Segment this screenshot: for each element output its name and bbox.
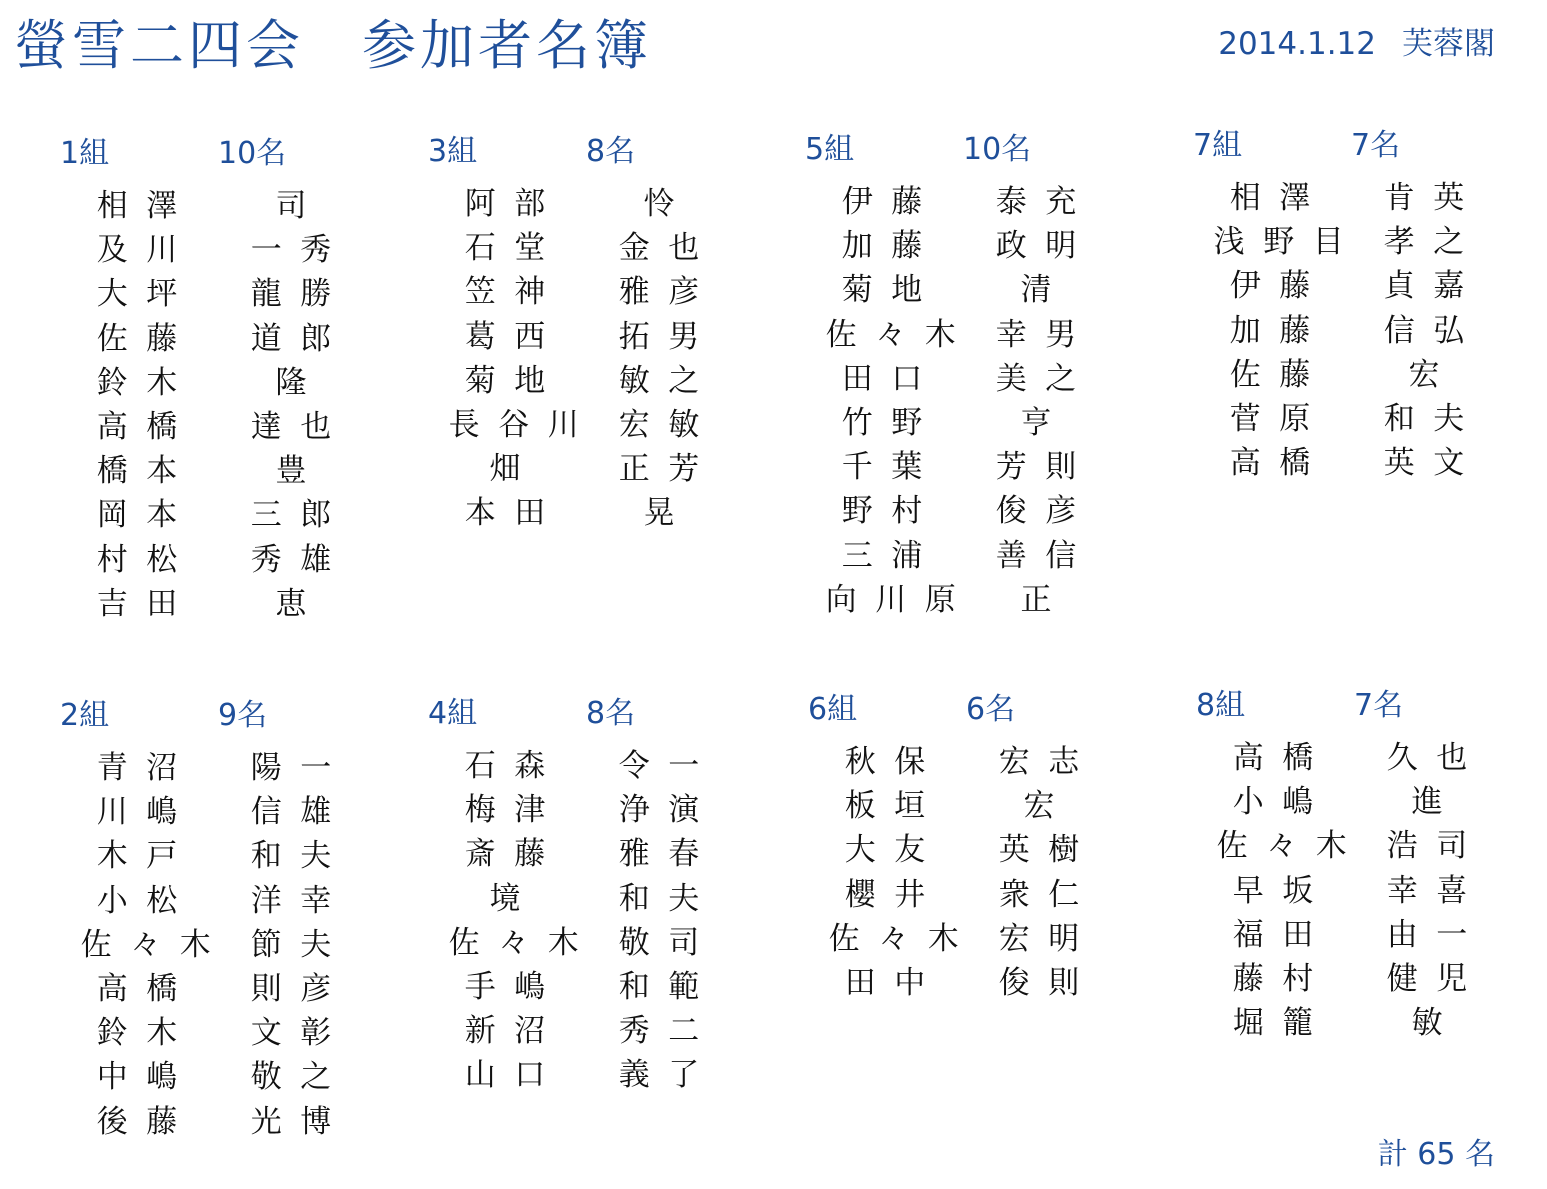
member-given-name: 宏明 <box>998 920 1098 957</box>
member-given-name: 和範 <box>618 968 718 1005</box>
group-count: 10名 <box>218 136 287 171</box>
member-surname: 石森 <box>464 748 564 784</box>
group-block <box>808 684 1148 1005</box>
member-given-name: 敬司 <box>618 924 718 961</box>
group-count: 6名 <box>966 692 1016 727</box>
member-given-name: 和夫 <box>250 838 350 875</box>
member-surname: 畑 <box>489 451 540 488</box>
member-given-name: 一秀 <box>250 232 350 269</box>
member-given-name: 浩司 <box>1386 828 1486 865</box>
member-given-name: 敏 <box>1411 1005 1462 1042</box>
member-given-name: 芳則 <box>995 449 1095 486</box>
member-given-name: 敏之 <box>618 362 718 399</box>
member-row <box>808 784 1148 828</box>
member-row <box>808 917 1148 961</box>
member-row <box>60 449 400 493</box>
member-row <box>1196 869 1536 913</box>
group-header <box>60 690 400 742</box>
group-count: 7名 <box>1351 128 1401 163</box>
member-surname: 青沼 <box>96 750 196 786</box>
member-given-name: 雅彦 <box>618 274 718 311</box>
member-surname: 笠神 <box>464 274 564 311</box>
member-surname: 山口 <box>464 1057 564 1094</box>
group-name: 2組 <box>60 698 110 733</box>
member-list <box>60 746 400 1144</box>
member-row <box>1196 824 1536 868</box>
member-given-name: 信弘 <box>1383 312 1483 349</box>
member-row <box>805 489 1145 533</box>
member-row <box>1193 309 1533 353</box>
member-given-name: 由一 <box>1386 916 1486 953</box>
member-row <box>428 403 768 447</box>
member-surname: 藤村 <box>1232 960 1332 997</box>
member-row <box>1196 780 1536 824</box>
member-row <box>428 921 768 965</box>
member-row <box>428 359 768 403</box>
member-surname: 菊地 <box>841 272 941 309</box>
group-count: 8名 <box>586 696 636 731</box>
member-given-name: 秀雄 <box>250 541 350 578</box>
member-surname: 梅津 <box>464 792 564 829</box>
member-row <box>1196 957 1536 1001</box>
member-surname: 高橋 <box>1229 445 1329 482</box>
member-row <box>428 832 768 876</box>
member-row <box>428 877 768 921</box>
member-list <box>428 744 768 1098</box>
member-row <box>805 534 1145 578</box>
member-surname: 田口 <box>841 360 941 397</box>
member-given-name: 孝之 <box>1383 224 1483 261</box>
member-given-name: 信雄 <box>250 794 350 831</box>
member-given-name: 恵 <box>275 585 326 622</box>
member-surname: 鈴木 <box>96 1015 196 1052</box>
member-surname: 小嶋 <box>1232 784 1332 821</box>
group-name: 7組 <box>1193 128 1243 163</box>
member-row <box>808 740 1148 784</box>
group-block <box>805 124 1145 622</box>
member-given-name: 令一 <box>618 748 718 784</box>
group-name: 8組 <box>1196 688 1246 723</box>
member-surname: 吉田 <box>96 585 196 622</box>
group-block <box>1196 680 1536 1045</box>
member-surname: 石堂 <box>464 230 564 267</box>
member-surname: 秋保 <box>844 744 944 780</box>
group-header <box>1193 120 1533 172</box>
member-given-name: 善信 <box>995 537 1095 574</box>
member-given-name: 光博 <box>250 1103 350 1140</box>
member-row <box>428 744 768 788</box>
group-name: 5組 <box>805 132 855 167</box>
member-given-name: 洋幸 <box>250 882 350 919</box>
group-block <box>60 128 400 626</box>
member-given-name: 金也 <box>618 230 718 267</box>
member-given-name: 英樹 <box>998 832 1098 869</box>
member-given-name: 浄演 <box>618 792 718 829</box>
member-given-name: 豊 <box>275 453 326 490</box>
member-row <box>428 1053 768 1097</box>
member-surname: 菊地 <box>464 362 564 399</box>
member-given-name: 敬之 <box>250 1059 350 1096</box>
group-header <box>428 126 768 178</box>
group-header <box>60 128 400 180</box>
member-row <box>808 828 1148 872</box>
member-surname: 高橋 <box>96 408 196 445</box>
member-given-name: 秀二 <box>618 1013 718 1050</box>
member-surname: 佐々木 <box>1216 828 1366 865</box>
member-surname: 岡本 <box>96 497 196 534</box>
member-given-name: 陽一 <box>250 750 350 786</box>
member-surname: 早坂 <box>1232 872 1332 909</box>
member-surname: 大友 <box>844 832 944 869</box>
member-surname: 木戸 <box>96 838 196 875</box>
member-row <box>805 401 1145 445</box>
event-venue: 芙蓉閣 <box>1402 26 1495 62</box>
group-header <box>805 124 1145 176</box>
member-row <box>60 582 400 626</box>
member-row <box>60 405 400 449</box>
member-surname: 村松 <box>96 541 196 578</box>
member-row <box>60 272 400 316</box>
member-surname: 千葉 <box>841 449 941 486</box>
member-surname: 浅野目 <box>1213 224 1363 261</box>
member-given-name: 拓男 <box>618 318 718 355</box>
member-surname: 佐々木 <box>80 926 230 963</box>
member-given-name: 和夫 <box>618 880 718 917</box>
member-row <box>428 1009 768 1053</box>
group-header <box>1196 680 1536 732</box>
group-name: 6組 <box>808 692 858 727</box>
member-row <box>60 538 400 582</box>
member-given-name: 泰充 <box>995 184 1095 220</box>
member-row <box>60 746 400 790</box>
group-count: 10名 <box>963 132 1032 167</box>
member-row <box>428 226 768 270</box>
member-given-name: 節夫 <box>250 926 350 963</box>
member-given-name: 正 <box>1020 581 1071 618</box>
member-surname: 堀籠 <box>1232 1005 1332 1042</box>
member-given-name: 幸男 <box>995 316 1095 353</box>
member-given-name: 三郎 <box>250 497 350 534</box>
member-surname: 境 <box>489 880 540 917</box>
member-row <box>1193 264 1533 308</box>
member-row <box>428 315 768 359</box>
member-surname: 板垣 <box>844 788 944 825</box>
event-meta <box>1218 20 1495 68</box>
member-surname: 大坪 <box>96 276 196 313</box>
member-given-name: 則彦 <box>250 970 350 1007</box>
member-given-name: 俊則 <box>998 964 1098 1001</box>
member-given-name: 英文 <box>1383 445 1483 482</box>
member-given-name: 隆 <box>275 364 326 401</box>
member-surname: 相澤 <box>96 188 196 224</box>
member-surname: 本田 <box>464 495 564 532</box>
member-given-name: 美之 <box>995 360 1095 397</box>
member-surname: 相澤 <box>1229 180 1329 216</box>
group-count: 9名 <box>218 698 268 733</box>
member-row <box>428 491 768 535</box>
member-surname: 菅原 <box>1229 400 1329 437</box>
member-row <box>808 873 1148 917</box>
member-surname: 向川原 <box>825 581 975 618</box>
member-surname: 福田 <box>1232 916 1332 953</box>
member-list <box>428 182 768 536</box>
member-list <box>805 180 1145 622</box>
member-given-name: 宏 <box>1408 356 1459 393</box>
member-row <box>1196 1001 1536 1045</box>
member-surname: 長谷川 <box>448 406 598 443</box>
member-surname: 鈴木 <box>96 364 196 401</box>
member-given-name: 幸喜 <box>1386 872 1486 909</box>
group-name: 3組 <box>428 134 478 169</box>
member-surname: 高橋 <box>96 970 196 1007</box>
total-count: 計 65 名 <box>1377 1137 1495 1172</box>
member-given-name: 衆仁 <box>998 876 1098 913</box>
member-row <box>428 965 768 1009</box>
member-given-name: 貞嘉 <box>1383 268 1483 305</box>
member-row <box>60 834 400 878</box>
member-surname: 斎藤 <box>464 836 564 873</box>
member-row <box>60 361 400 405</box>
member-row <box>1196 736 1536 780</box>
member-given-name: 晃 <box>643 495 694 532</box>
member-given-name: 雅春 <box>618 836 718 873</box>
member-given-name: 司 <box>275 188 326 224</box>
member-given-name: 宏敏 <box>618 406 718 443</box>
member-row <box>60 228 400 272</box>
member-row <box>1193 441 1533 485</box>
member-list <box>1193 176 1533 485</box>
member-row <box>60 879 400 923</box>
member-given-name: 文彰 <box>250 1015 350 1052</box>
member-surname: 伊藤 <box>1229 268 1329 305</box>
member-surname: 新沼 <box>464 1013 564 1050</box>
member-surname: 佐々木 <box>828 920 978 957</box>
member-row <box>805 578 1145 622</box>
group-name: 1組 <box>60 136 110 171</box>
member-list <box>60 184 400 626</box>
member-surname: 佐々木 <box>825 316 975 353</box>
member-surname: 小松 <box>96 882 196 919</box>
member-row <box>60 184 400 228</box>
member-row <box>60 1100 400 1144</box>
group-block <box>428 688 768 1098</box>
member-surname: 佐々木 <box>448 924 598 961</box>
member-row <box>808 961 1148 1005</box>
member-given-name: 怜 <box>643 186 694 222</box>
member-row <box>60 1011 400 1055</box>
member-surname: 葛西 <box>464 318 564 355</box>
group-name: 4組 <box>428 696 478 731</box>
member-surname: 田中 <box>844 964 944 1001</box>
member-surname: 中嶋 <box>96 1059 196 1096</box>
member-row <box>805 357 1145 401</box>
member-row <box>428 182 768 226</box>
member-surname: 高橋 <box>1232 740 1332 776</box>
member-surname: 野村 <box>841 493 941 530</box>
member-surname: 三浦 <box>841 537 941 574</box>
group-block <box>428 126 768 536</box>
member-row <box>1193 397 1533 441</box>
member-surname: 加藤 <box>841 228 941 265</box>
member-row <box>60 317 400 361</box>
member-surname: 橋本 <box>96 453 196 490</box>
member-given-name: 龍勝 <box>250 276 350 313</box>
member-row <box>60 790 400 834</box>
member-row <box>805 313 1145 357</box>
group-block <box>1193 120 1533 485</box>
member-row <box>1193 176 1533 220</box>
member-surname: 佐藤 <box>96 320 196 357</box>
member-row <box>60 967 400 1011</box>
group-block <box>60 690 400 1144</box>
member-given-name: 亨 <box>1020 404 1071 441</box>
member-given-name: 清 <box>1020 272 1071 309</box>
member-given-name: 肯英 <box>1383 180 1483 216</box>
group-header <box>428 688 768 740</box>
member-given-name: 義了 <box>618 1057 718 1094</box>
member-row <box>428 788 768 832</box>
member-row <box>805 180 1145 224</box>
member-given-name: 正芳 <box>618 451 718 488</box>
member-row <box>60 923 400 967</box>
group-header <box>808 684 1148 736</box>
member-surname: 佐藤 <box>1229 356 1329 393</box>
member-given-name: 和夫 <box>1383 400 1483 437</box>
member-list <box>1196 736 1536 1045</box>
member-surname: 阿部 <box>464 186 564 222</box>
member-given-name: 政明 <box>995 228 1095 265</box>
group-count: 7名 <box>1354 688 1404 723</box>
member-surname: 加藤 <box>1229 312 1329 349</box>
member-surname: 竹野 <box>841 404 941 441</box>
member-row <box>1193 353 1533 397</box>
member-row <box>60 493 400 537</box>
member-row <box>805 268 1145 312</box>
page-title: 螢雪二四会 参加者名簿 <box>14 14 652 77</box>
member-given-name: 久也 <box>1386 740 1486 776</box>
member-row <box>60 1055 400 1099</box>
member-given-name: 達也 <box>250 408 350 445</box>
member-surname: 櫻井 <box>844 876 944 913</box>
member-surname: 及川 <box>96 232 196 269</box>
member-list <box>808 740 1148 1005</box>
member-row <box>428 447 768 491</box>
member-surname: 川嶋 <box>96 794 196 831</box>
member-given-name: 健児 <box>1386 960 1486 997</box>
member-surname: 手嶋 <box>464 968 564 1005</box>
member-given-name: 進 <box>1411 784 1462 821</box>
member-row <box>805 224 1145 268</box>
group-count: 8名 <box>586 134 636 169</box>
member-surname: 伊藤 <box>841 184 941 220</box>
member-given-name: 宏志 <box>998 744 1098 780</box>
member-surname: 後藤 <box>96 1103 196 1140</box>
member-given-name: 宏 <box>1023 788 1074 825</box>
member-given-name: 道郎 <box>250 320 350 357</box>
member-row <box>428 270 768 314</box>
member-given-name: 俊彦 <box>995 493 1095 530</box>
member-row <box>1193 220 1533 264</box>
event-date: 2014.1.12 <box>1218 26 1376 62</box>
member-row <box>805 445 1145 489</box>
member-row <box>1196 913 1536 957</box>
